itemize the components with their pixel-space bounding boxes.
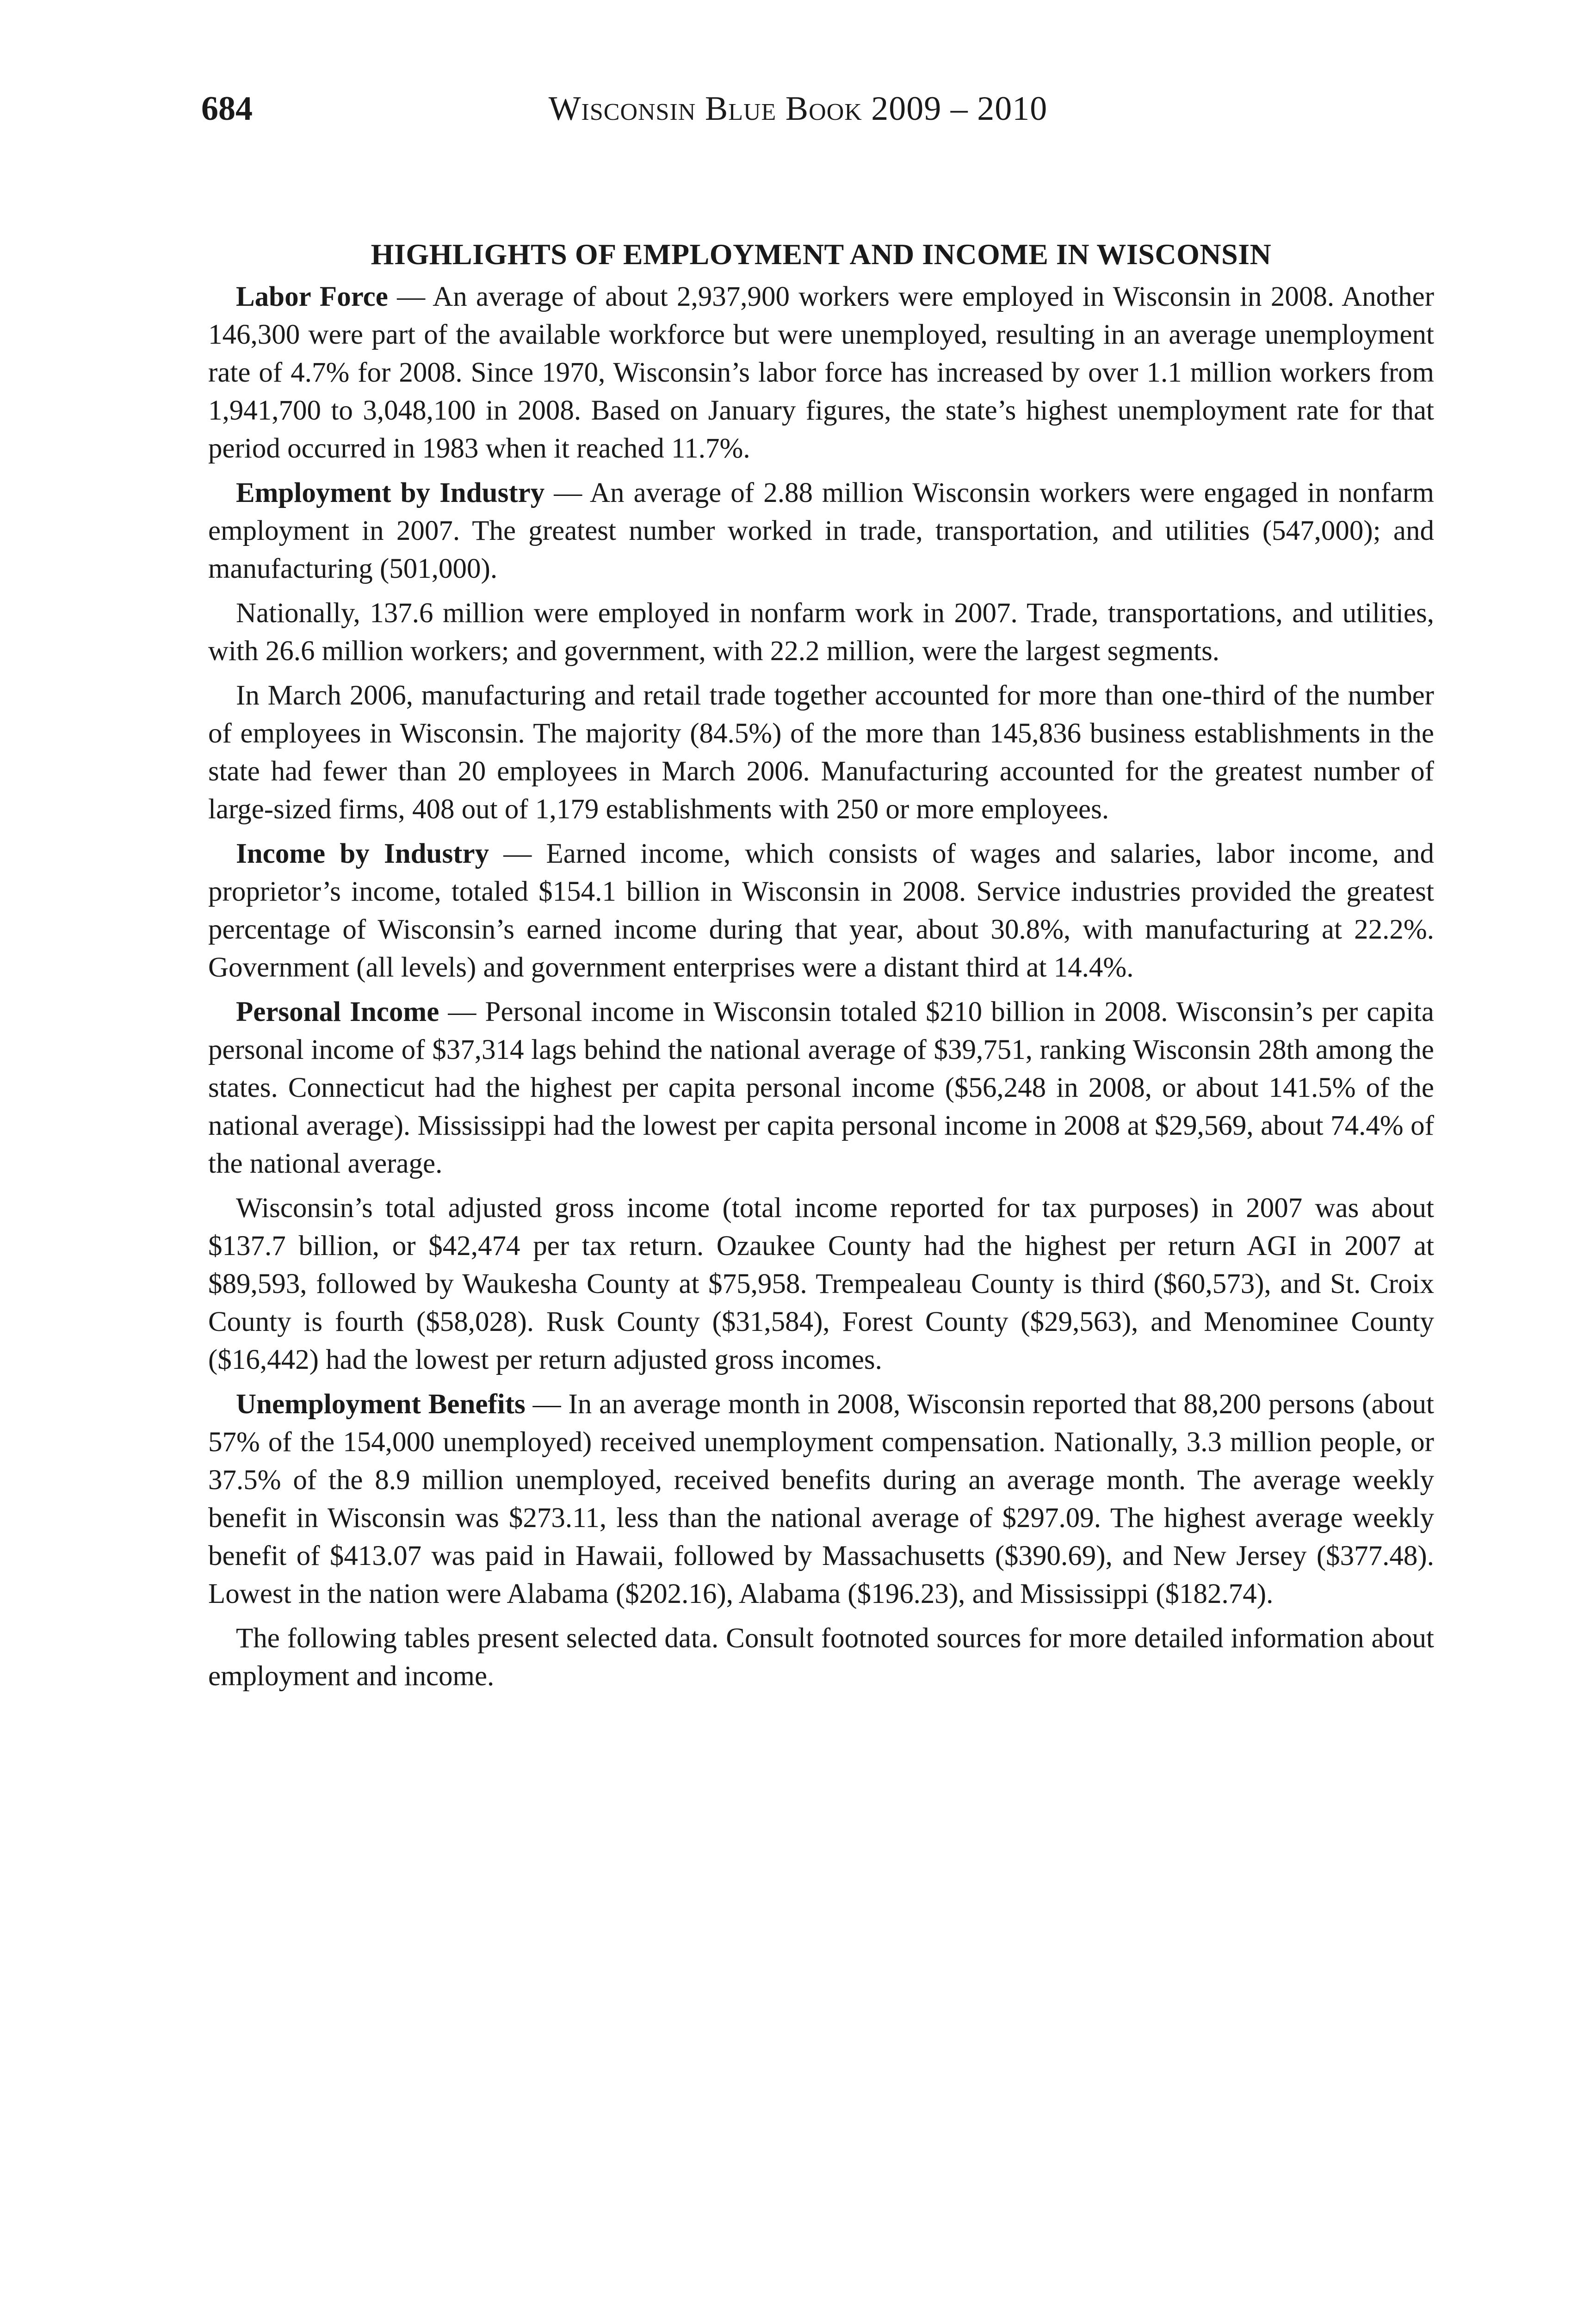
running-head [0, 88, 1596, 130]
paragraph-personal-income [208, 993, 1434, 1183]
paragraph-text: — In an average month in 2008, Wisconsin reported that 88,200 persons (about 57% of the 154,000 unemployed) received unemployment compensation. Nationally, 3.3 million people, or 37.5% of the 8.9 million unemployed, received benefits during an average month. The average weekly benefit in Wisconsin was $273.11, less than the national average of $297.09. The highest average weekly benefit of $413.07 was paid in Hawaii, followed by Massachusetts ($390.69), and New Jersey ($377.48). Lowest in the nation were Alabama ($202.16), Alabama ($196.23), and Mississippi ($182.74). [208, 1389, 1434, 1609]
paragraph-text: — Earned income, which consists of wages and salaries, labor income, and proprietor’s income, totaled $154.1 billion in Wisconsin in 2008. Service industries provided the greatest percentage of Wisconsin’s earned income during that year, about 30.8%, with manufacturing at 22.2%. Government (all levels) and government enterprises were a distant third at 14.4%. [208, 838, 1434, 983]
paragraph-labor-force [208, 278, 1434, 468]
article-body [208, 234, 1434, 1702]
paragraph-lead: Unemployment Benefits [236, 1389, 526, 1420]
paragraph-text: — Personal income in Wisconsin totaled $210 billion in 2008. Wisconsin’s per capita personal income of $37,314 lags behind the national average of $39,751, ranking Wisconsin 28th among the states. Connecticut had the highest per capita personal income ($56,248 in 2008, or about 141.5% of the national average). Mississippi had the lowest per capita personal income in 2008 at $29,569, about 74.4% of the national average. [208, 996, 1435, 1179]
paragraph-text: The following tables present selected data. Consult footnoted sources for more detailed information about employment and income. [208, 1623, 1434, 1692]
page-number: 684 [201, 90, 253, 128]
paragraph-text: — An average of about 2,937,900 workers were employed in Wisconsin in 2008. Another 146,300 were part of the available workforce but were unemployed, resulting in an average unemployment rate of 4.7% for 2008. Since 1970, Wisconsin’s labor force has increased by over 1.1 million workers from 1,941,700 to 3,048,100 in 2008. Based on January figures, the state’s highest unemployment rate for that period occurred in 1983 when it reached 11.7%. [208, 281, 1435, 464]
paragraph-text: In March 2006, manufacturing and retail trade together accounted for more than one-third of the number of employees in Wisconsin. The majority (84.5%) of the more than 145,836 business establishments in the state had fewer than 20 employees in March 2006. Manufacturing accounted for the greatest number of large-sized firms, 408 out of 1,179 establishments with 250 or more employees. [208, 680, 1434, 825]
paragraph-establishments [208, 677, 1434, 829]
paragraph-text: Wisconsin’s total adjusted gross income (total income reported for tax purposes) in 2007 was about $137.7 billion, or $42,474 per tax return. Ozaukee County had the highest per return AGI in 2007 at $89,593, followed by Waukesha County at $75,958. Trempealeau County is third ($60,573), and St. Croix County is fourth ($58,028). Rusk County ($31,584), Forest County ($29,563), and Menominee County ($16,442) had the lowest per return adjusted gross incomes. [208, 1193, 1434, 1375]
paragraph-closing-note [208, 1620, 1434, 1695]
paragraph-national-employment [208, 594, 1434, 670]
paragraph-unemployment-benefits [208, 1385, 1434, 1613]
paragraph-text: — An average of 2.88 million Wisconsin workers were engaged in nonfarm employment in 2007. The greatest number worked in trade, transportation, and utilities (547,000); and manufacturing (501,000). [208, 477, 1434, 584]
paragraph-lead: Labor Force [236, 281, 388, 312]
paragraph-text: Nationally, 137.6 million were employed in nonfarm work in 2007. Trade, transportations, and utilities, with 26.6 million workers; and government, with 22.2 million, were the largest segments. [208, 598, 1434, 667]
section-heading: HIGHLIGHTS OF EMPLOYMENT AND INCOME IN WISCONSIN [371, 238, 1272, 271]
paragraph-income-by-industry [208, 835, 1434, 987]
book-title: Wisconsin Blue Book 2009 – 2010 [548, 90, 1048, 128]
paragraph-lead: Personal Income [236, 996, 439, 1027]
paragraph-employment-by-industry [208, 474, 1434, 588]
paragraph-adjusted-gross-income [208, 1189, 1434, 1379]
paragraph-lead: Employment by Industry [236, 477, 545, 508]
paragraph-lead: Income by Industry [236, 838, 489, 869]
